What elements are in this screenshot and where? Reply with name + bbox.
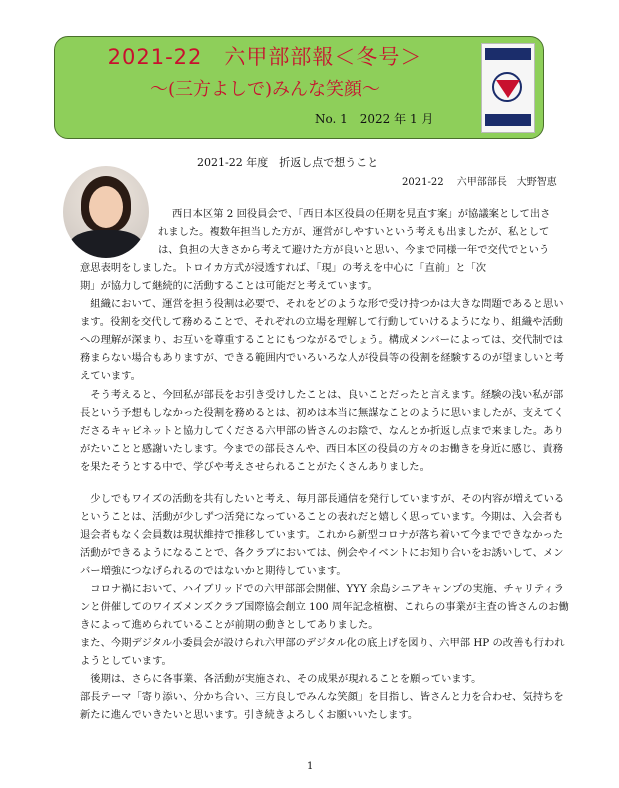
body-line: 組織において、運営を担う役割は必要で、それをどのような形で受け持つかは大きな問題であると思い [80, 298, 564, 310]
newsletter-header [54, 36, 544, 139]
body-line: 後期は、さらに各事業、各活動が実施され、その成果が現れることを願っています。 [80, 673, 482, 685]
author-photo [63, 166, 149, 258]
body-line: を果たそうとする中で、学びや考えさせられることがたくさんありました。 [80, 461, 430, 473]
body-line: ます。役割を交代して務めることで、それぞれの立場を理解して行動していけるようになり、組織や活動 [80, 316, 563, 328]
banner-top-stripe [485, 48, 531, 60]
body-line: ようとしています。 [80, 655, 172, 667]
body-line: 西日本区第 2 回役員会で、「西日本区役員の任期を見直す案」が協議案として出さ [172, 208, 551, 220]
body-line: への理解が深まり、お互いを尊重することにもつながるでしょう。構成メンバーによっては、交代制では [80, 334, 564, 346]
issue-date: No. 1 2022 年 1 月 [315, 112, 434, 126]
article-byline: 2021-22 六甲部部長 大野智恵 [402, 177, 557, 188]
article-title: 2021-22 年度 折返し点で想うこと [197, 156, 379, 169]
body-line: ということは、活動が少しずつ活発になっていることの表れだと嬉しく思っています。今期は、入会者も [80, 511, 564, 523]
body-line: バー増強につなげられるのではないかと期待しています。 [80, 565, 347, 577]
body-line: 務まらない場合もありますが、できる範囲内でいろいろな人が役員等の役割を経験するのが望ましいと考 [80, 352, 564, 364]
body-line: また、今期デジタル小委員会が設けられ六甲部のデジタル化の底上げを図り、六甲部 HP の改善も行われ [80, 637, 565, 649]
body-line: そう考えると、今回私が部長をお引き受けしたことは、良いことだったと言えます。経験の浅い私が部 [80, 389, 564, 401]
body-line: えています。 [80, 370, 141, 382]
body-line: 少しでもワイズの活動を共有したいと考え、毎月部長通信を発行していますが、その内容が増えている [80, 493, 565, 505]
body-line: きによって進められていることが前期の動きとしてありました。 [80, 619, 379, 631]
body-line: 活動ができるようになることで、各クラブにおいては、例会やイベントにお知り合いをお誘いして、メン [80, 547, 564, 559]
body-line: 退会者もなく会員数は現状維持で推移しています。これから新型コロナが落ち着いて今までできなかった [80, 529, 564, 541]
emblem-triangle-icon [496, 80, 520, 98]
body-line: コロナ禍において、ハイブリッドでの六甲部部会開催、YYY 余島シニアキャンプの実施、チャリティラ [80, 583, 564, 595]
newsletter-subtitle: ～(三方よしで)みんな笑顔～ [149, 79, 381, 100]
body-line: 部長テーマ「寄り添い、分かち合い、三方良しでみんな笑顔」を目指し、皆さんと力を合わせ、気持ちを [80, 691, 564, 703]
body-line: 新たに進んでいきたいと思います。引き続きよろしくお願いいたします。 [80, 709, 419, 721]
photo-body [69, 230, 143, 258]
body-line: ンと併催してのワイズメンズクラブ国際協会創立 100 周年記念植樹、これらの事業が主査の皆さんのお働 [80, 601, 569, 613]
newsletter-title: 2021-22 六甲部部報＜冬号＞ [107, 45, 423, 69]
body-line: れました。複数年担当した方が、運営がしやすいという考えも出ましたが、私として [158, 226, 550, 238]
body-line: 長という予想もしなかった役割を務めるとは、初めは本当に無謀なことのように思いましたが、支えてく [80, 407, 564, 419]
page-number: 1 [307, 761, 314, 772]
photo-face [89, 186, 123, 228]
body-line: ださるキャビネットと協力してくださる六甲部の皆さんのお陰で、なんとか折返し点まで来ました。あり [80, 425, 564, 437]
body-line: は、負担の大きさから考えて避けた方が良いと思い、今まで同様一年で交代でという [158, 244, 550, 256]
body-line: 意思表明をしました。トロイカ方式が浸透すれば、「現」の考えを中心に「直前」と「次 [80, 262, 487, 274]
body-line: がたいことと感謝いたします。今までの部長さんや、西日本区の役員の方々のお働きを身近に感じ、責務 [80, 443, 563, 455]
ys-mens-banner-logo [481, 43, 535, 133]
banner-bottom-stripe [485, 114, 531, 126]
body-line: 期」が協力して継続的に活動することは可能だと考えています。 [80, 280, 378, 292]
